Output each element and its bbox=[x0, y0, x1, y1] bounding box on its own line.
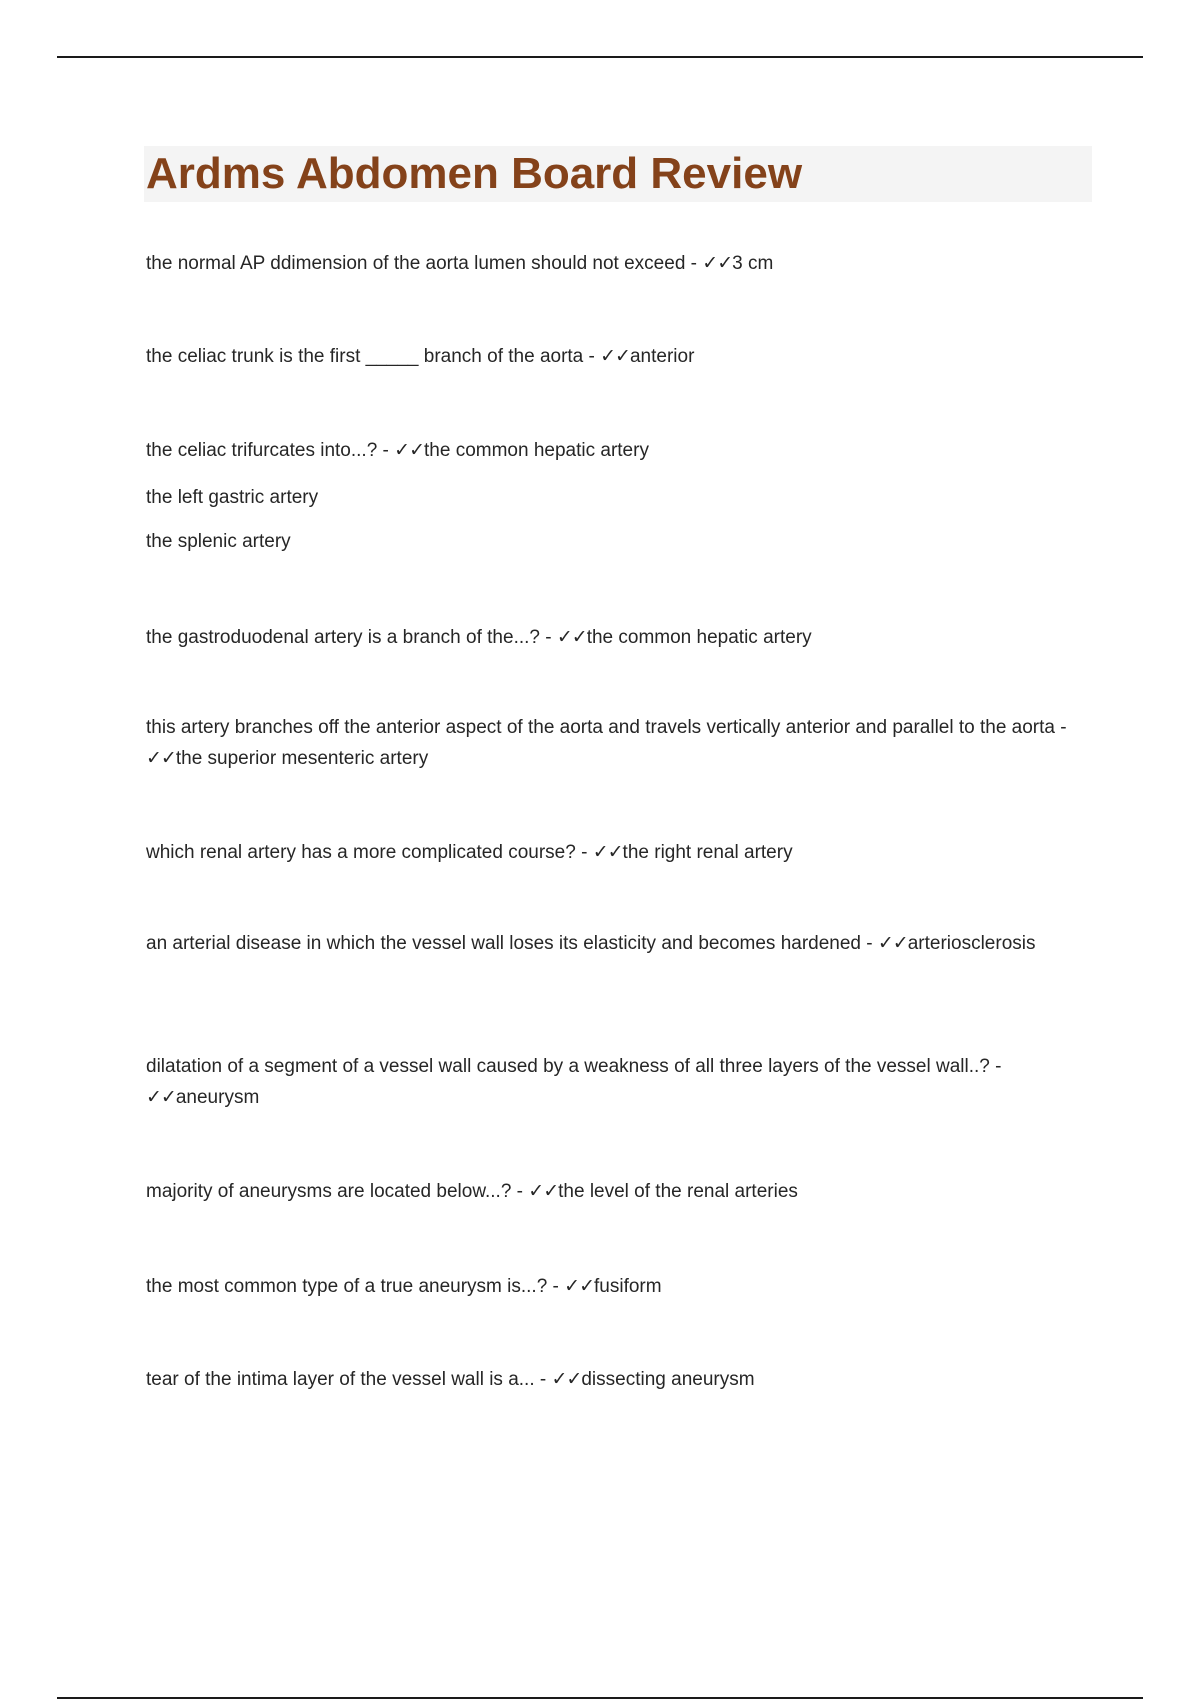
document-title: Ardms Abdomen Board Review bbox=[146, 149, 803, 198]
qa-item-4 bbox=[146, 622, 1096, 653]
check-icon: ✓✓ bbox=[528, 1181, 559, 1202]
check-icon: ✓✓ bbox=[702, 253, 733, 274]
question-text: tear of the intima layer of the vessel wall is a... - bbox=[146, 1369, 547, 1390]
answer-text: the right renal artery bbox=[622, 842, 793, 863]
qa-item-7 bbox=[146, 928, 1096, 959]
answer-text: arteriosclerosis bbox=[907, 933, 1036, 954]
question-text: this artery branches off the anterior aspect of the aorta and travels vertically anterior and parallel to the aorta - bbox=[146, 717, 1067, 738]
check-icon: ✓✓ bbox=[564, 1276, 595, 1297]
check-icon: ✓✓ bbox=[394, 440, 425, 461]
question-text: an arterial disease in which the vessel wall loses its elasticity and becomes hardened - bbox=[146, 933, 873, 954]
question-text: the normal AP ddimension of the aorta lumen should not exceed - bbox=[146, 253, 697, 274]
answer-text: anterior bbox=[629, 346, 695, 367]
qa-item-2 bbox=[146, 341, 1096, 372]
check-icon: ✓✓ bbox=[551, 1369, 582, 1390]
check-icon: ✓✓ bbox=[877, 933, 908, 954]
qa-item-3 bbox=[146, 435, 1096, 466]
qa-item-10 bbox=[146, 1271, 1096, 1302]
question-text: which renal artery has a more complicated course? - bbox=[146, 842, 588, 863]
question-text: the celiac trunk is the first _____ branch of the aorta - bbox=[146, 346, 595, 367]
answer-text: the superior mesenteric artery bbox=[175, 748, 429, 769]
footer-rule bbox=[57, 1697, 1143, 1699]
check-icon: ✓✓ bbox=[556, 627, 587, 648]
check-icon: ✓✓ bbox=[592, 842, 623, 863]
question-text: the gastroduodenal artery is a branch of the...? - bbox=[146, 627, 552, 648]
answer-text: fusiform bbox=[594, 1276, 662, 1297]
question-text: the most common type of a true aneurysm is...? - bbox=[146, 1276, 559, 1297]
question-text: dilatation of a segment of a vessel wall caused by a weakness of all three layers of the vessel wall..? - bbox=[146, 1056, 1002, 1077]
qa-item-6 bbox=[146, 837, 1096, 868]
qa-item-11 bbox=[146, 1364, 1096, 1395]
qa-item-9 bbox=[146, 1176, 1096, 1207]
check-icon: ✓✓ bbox=[600, 346, 630, 367]
header-rule bbox=[57, 56, 1143, 58]
qa-item-8 bbox=[146, 1051, 1096, 1113]
answer-text: aneurysm bbox=[175, 1087, 260, 1108]
qa-item-1 bbox=[146, 248, 1096, 279]
qa-item-3-extra-2: the splenic artery bbox=[146, 531, 291, 552]
qa-item-5 bbox=[146, 712, 1096, 774]
answer-text: dissecting aneurysm bbox=[581, 1369, 755, 1390]
question-text: the celiac trifurcates into...? - bbox=[146, 440, 389, 461]
answer-text: the level of the renal arteries bbox=[558, 1181, 798, 1202]
question-text: majority of aneurysms are located below...? - bbox=[146, 1181, 524, 1202]
answer-text: the common hepatic artery bbox=[424, 440, 649, 461]
answer-text: the common hepatic artery bbox=[586, 627, 812, 648]
answer-text: 3 cm bbox=[732, 253, 774, 274]
check-icon: ✓✓ bbox=[146, 748, 176, 769]
qa-item-3-extra-1: the left gastric artery bbox=[146, 487, 319, 508]
check-icon: ✓✓ bbox=[146, 1087, 176, 1108]
